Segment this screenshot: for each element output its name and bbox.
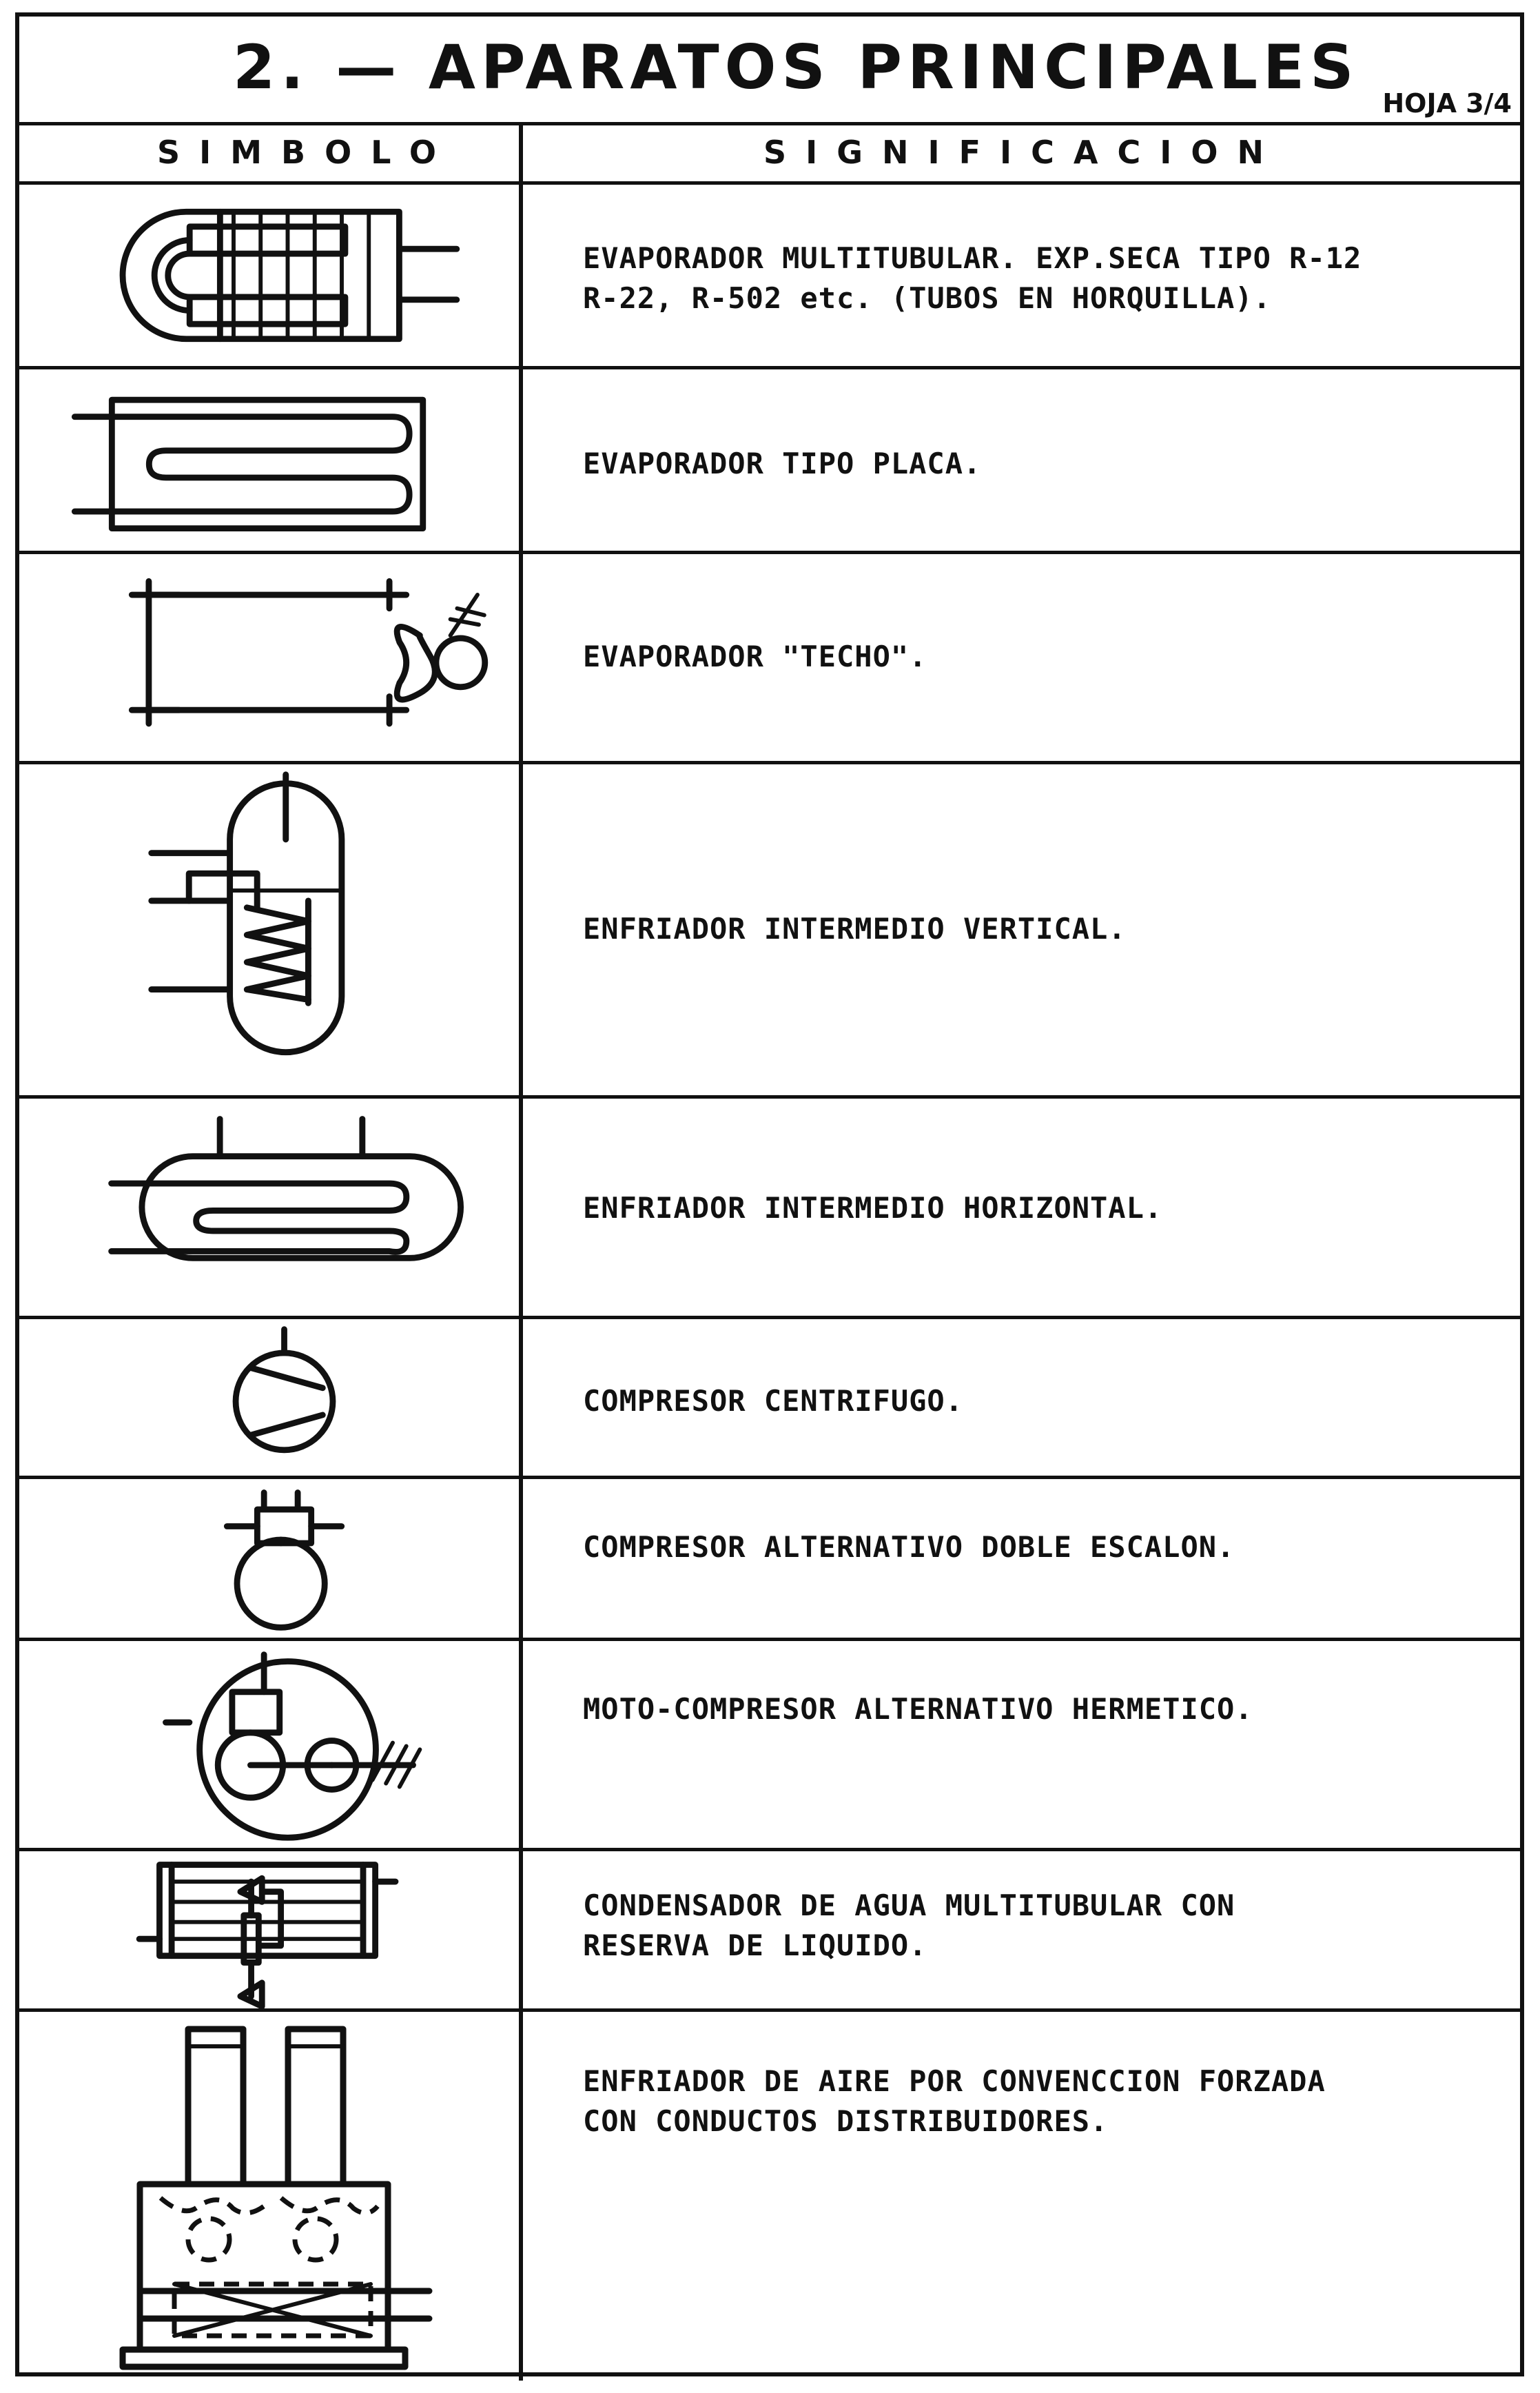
title-bar bbox=[19, 17, 1520, 125]
vertical-intercooler-icon bbox=[19, 764, 519, 1095]
row-description: MOTO-COMPRESOR ALTERNATIVO HERMETICO. bbox=[583, 1692, 1253, 1726]
row-description: ENFRIADOR INTERMEDIO VERTICAL. bbox=[583, 912, 1127, 946]
table-row-ceiling-evaporator bbox=[19, 554, 1520, 764]
table-row-two-stage-compressor bbox=[19, 1479, 1520, 1641]
row-description: CONDENSADOR DE AGUA MULTITUBULAR CON RESERVA DE LIQUIDO. bbox=[583, 1888, 1235, 1962]
table-row-plate-evaporator bbox=[19, 369, 1520, 554]
row-description: EVAPORADOR MULTITUBULAR. EXP.SECA TIPO R-12 R-22, R-502 etc. (TUBOS EN HORQUILLA). bbox=[583, 241, 1362, 315]
table-row-water-condenser bbox=[19, 1851, 1520, 2012]
sheet-number: HOJA 3/4 bbox=[1382, 88, 1512, 119]
row-description: COMPRESOR CENTRIFUGO. bbox=[583, 1384, 964, 1418]
two-stage-compressor-icon bbox=[19, 1479, 519, 1638]
table-row-forced-air-cooler bbox=[19, 2012, 1520, 2381]
multitube-evaporator-icon bbox=[19, 185, 519, 366]
row-description: ENFRIADOR DE AIRE POR CONVENCCION FORZADA CON CONDUCTOS DISTRIBUIDORES. bbox=[583, 2064, 1326, 2138]
ceiling-evaporator-icon bbox=[19, 554, 519, 761]
centrifugal-compressor-icon bbox=[19, 1319, 519, 1476]
hermetic-compressor-icon bbox=[19, 1641, 519, 1848]
table-row-multitube-evaporator bbox=[19, 185, 1520, 369]
row-description: EVAPORADOR "TECHO". bbox=[583, 640, 927, 673]
table-row-hermetic-compressor bbox=[19, 1641, 1520, 1851]
table-row-vertical-intercooler bbox=[19, 764, 1520, 1099]
row-description: EVAPORADOR TIPO PLACA. bbox=[583, 447, 982, 480]
page-title: 2. — APARATOS PRINCIPALES bbox=[233, 32, 1359, 103]
horizontal-intercooler-icon bbox=[19, 1099, 519, 1316]
row-description: COMPRESOR ALTERNATIVO DOBLE ESCALON. bbox=[583, 1530, 1235, 1564]
symbol-table-sheet bbox=[15, 12, 1524, 2376]
symbol-column-header: SIMBOLO bbox=[157, 134, 455, 171]
row-description: ENFRIADOR INTERMEDIO HORIZONTAL. bbox=[583, 1191, 1163, 1225]
plate-evaporator-icon bbox=[19, 369, 519, 551]
forced-air-cooler-icon bbox=[19, 2012, 519, 2381]
column-header-row bbox=[19, 125, 1520, 185]
table-row-horizontal-intercooler bbox=[19, 1099, 1520, 1319]
table-row-centrifugal-compressor bbox=[19, 1319, 1520, 1479]
meaning-column-header: SIGNIFICACION bbox=[763, 134, 1283, 171]
water-condenser-icon bbox=[19, 1851, 519, 2008]
